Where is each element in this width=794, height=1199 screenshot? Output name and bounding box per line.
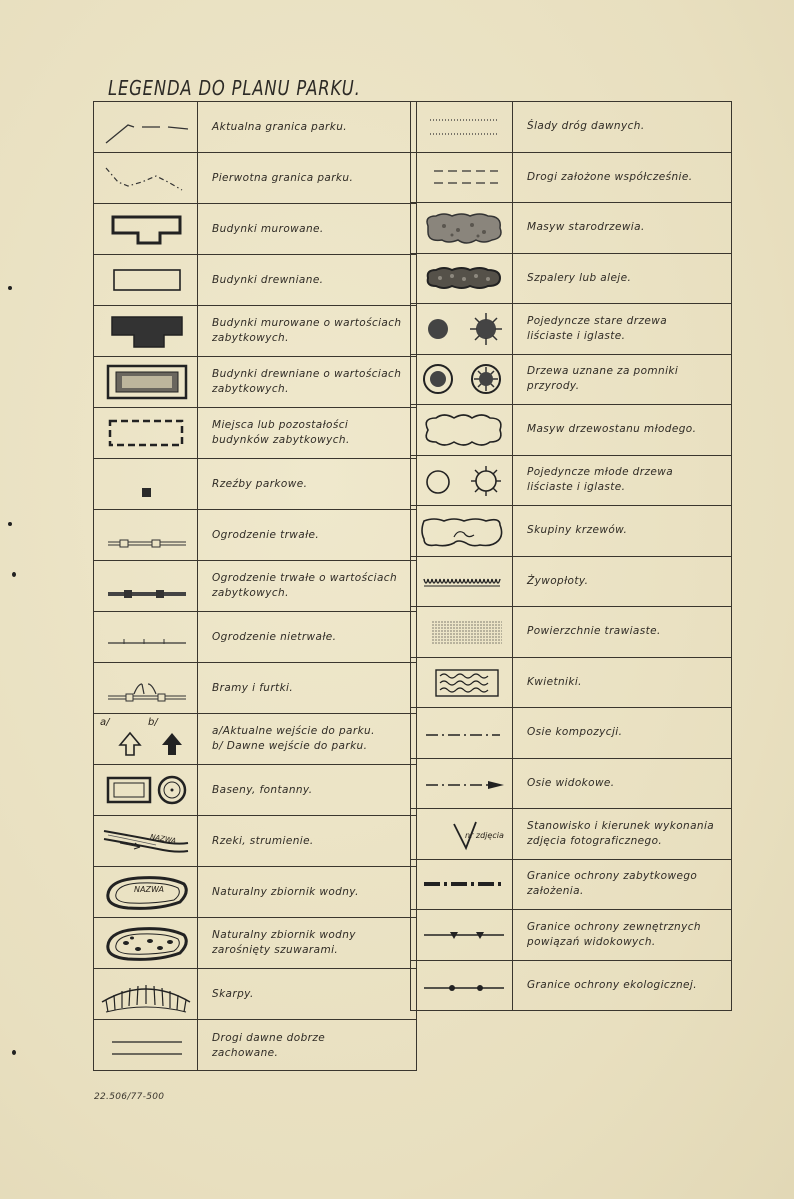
margin-speck [8,286,12,290]
legend-label: Rzeki, strumienie. [212,834,314,847]
legend-label: Masyw drzewostanu młodego. [527,423,697,436]
temporary-fence-icon [94,612,198,662]
pool-fountain-icon [94,765,198,815]
legend-row [411,102,731,153]
legend-row [411,910,731,961]
legend-label: Pierwotna granica parku. [212,171,354,184]
legend-row [411,254,731,305]
legend-row [411,506,731,557]
legend-row [411,203,731,254]
original-boundary-icon [94,153,198,203]
legend-row [411,355,731,406]
entrance-icon [94,714,198,764]
photo-number-label: nr zdjęcia [465,831,504,840]
legend-row [94,765,416,816]
legend-row [94,867,416,918]
legend-row [411,759,731,810]
margin-speck [12,1050,16,1055]
water-body-icon [94,867,198,917]
legend-row [94,612,416,663]
escarpment-icon [94,969,198,1019]
legend-label: Masyw starodrzewia. [527,221,645,234]
legend-label: Skupiny krzewów. [527,524,628,537]
legend-row [94,816,416,867]
river-name-label: NAZWA [149,832,177,846]
old-single-tree-icon [411,304,513,354]
river-icon [94,816,198,866]
natural-monument-tree-icon [411,355,513,405]
legend-label: Budynki murowane. [212,222,324,235]
legend-row [411,860,731,911]
legend-label: Ogrodzenie trwałe. [212,528,320,541]
ecological-protection-icon [411,961,513,1012]
water-name-label: NAZWA [134,885,164,894]
legend-row [94,918,416,969]
legend-row [411,304,731,355]
lawn-icon [411,607,513,657]
legend-label: Budynki murowane o wartościach zabytkowych. [212,317,402,344]
legend-row [94,408,416,459]
margin-speck [8,522,12,526]
legend-label: Osie widokowe. [527,776,615,789]
legend-row [94,663,416,714]
legend-label: Drogi dawne dobrze zachowane. [212,1031,326,1059]
legend-label: Naturalny zbiornik wodny. [212,885,359,898]
legend-label: Bramy i furtki. [212,681,294,694]
legend-label: Granice ochrony zewnętrznych powiązań widokowych. [527,920,701,948]
composition-axis-icon [411,708,513,758]
legend-label: Granice ochrony ekologicznej. [527,979,697,992]
legend-label: Drogi założone współcześnie. [527,170,693,183]
legend-label: Powierzchnie trawiaste. [527,625,661,638]
legend-row [94,153,416,204]
modern-road-icon [411,153,513,203]
legend-table-right [410,101,732,1011]
legend-row [411,153,731,204]
gate-icon [94,663,198,713]
legend-label: Baseny, fontanny. [212,783,313,796]
legend-label: Ogrodzenie nietrwałe. [212,630,337,643]
brick-building-icon [94,204,198,254]
legend-label: Rzeźby parkowe. [212,477,308,490]
legend-label: Osie kompozycji. [527,726,623,739]
legend-label: Kwietniki. [527,675,582,688]
legend-row [94,714,416,765]
hedge-icon [411,557,513,607]
legend-title: LEGENDA DO PLANU PARKU. [108,76,361,100]
legend-label: Żywopłoty. [527,574,589,587]
legend-row [94,1020,416,1071]
legend-row [411,557,731,608]
overgrown-water-body-icon [94,918,198,968]
alley-icon [411,254,513,304]
legend-label: Pojedyncze stare drzewa liściaste i iglaste. [527,314,668,342]
legend-label: Stanowisko i kierunek wykonania zdjęcia fotograficznego. [527,819,715,847]
legend-row [411,405,731,456]
sculpture-icon [94,459,198,509]
legend-label: Budynki drewniane o wartościach zabytkowych. [212,368,402,395]
legend-row [94,510,416,561]
legend-table-left [93,101,417,1071]
legend-row [94,306,416,357]
legend-label: Naturalny zbiornik wodny zarośnięty szuwarami. [212,929,356,956]
old-road-icon [94,1020,198,1071]
legend-row [94,969,416,1020]
historic-remnants-icon [94,408,198,458]
legend-label: Aktualna granica parku. [212,120,348,133]
legend-label: Granice ochrony zabytkowego założenia. [527,870,698,898]
permanent-fence-icon [94,510,198,560]
legend-label: Drzewa uznane za pomniki przyrody. [527,365,679,393]
old-road-traces-icon [411,102,513,152]
legend-label: Budynki drewniane. [212,273,324,286]
young-stand-icon [411,405,513,455]
entrance-a-label: a/ [100,717,110,728]
legend-label: Ślady dróg dawnych. [527,120,645,133]
legend-row [94,357,416,408]
legend-row [94,459,416,510]
heritage-protection-icon [411,860,513,910]
flowerbed-icon [411,658,513,708]
legend-row [411,658,731,709]
young-single-tree-icon [411,456,513,506]
legend-row [94,561,416,612]
entrance-b-label: b/ [148,717,158,728]
historic-wooden-building-icon [94,357,198,407]
current-boundary-icon [94,102,198,152]
legend-label: Ogrodzenie trwałe o wartościach zabytkowych. [212,572,398,599]
view-protection-icon [411,910,513,960]
legend-row [411,961,731,1012]
legend-label: Szpalery lub aleje. [527,271,632,284]
shrub-group-icon [411,506,513,556]
print-code: 22.506/77-500 [94,1092,165,1102]
historic-brick-building-icon [94,306,198,356]
legend-row [411,607,731,658]
legend-label: Pojedyncze młode drzewa liściaste i iglaste. [527,466,674,494]
legend-label: Skarpy. [212,987,254,1000]
old-stand-icon [411,203,513,253]
legend-row [94,204,416,255]
margin-speck [12,572,16,577]
legend-row [94,255,416,306]
historic-fence-icon [94,561,198,611]
legend-row [94,102,416,153]
legend-row [411,809,731,860]
legend-label: Miejsca lub pozostałości budynków zabytkowych. [212,419,350,446]
legend-label: a/Aktualne wejście do parku. b/ Dawne wejście do parku. [212,725,375,752]
legend-row [411,456,731,507]
photo-station-icon [411,809,513,859]
wooden-building-icon [94,255,198,305]
view-axis-icon [411,759,513,809]
legend-row [411,708,731,759]
